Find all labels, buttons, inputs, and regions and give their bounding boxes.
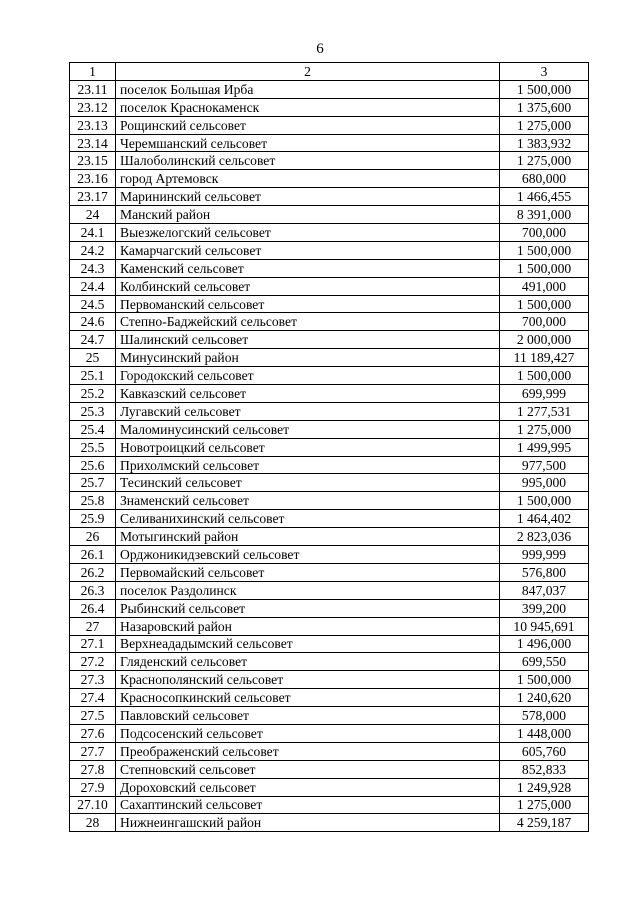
table-row — [70, 420, 589, 438]
row-number-cell: 24.4 — [70, 277, 116, 295]
table-row — [70, 742, 589, 760]
table-row — [70, 456, 589, 474]
row-name-cell: Гляденский сельсовет — [116, 653, 500, 671]
row-number-cell: 25.5 — [70, 438, 116, 456]
row-amount-cell: 1 496,000 — [500, 635, 589, 653]
table-row — [70, 188, 589, 206]
row-name-cell: поселок Краснокаменск — [116, 98, 500, 116]
row-amount-cell: 1 499,995 — [500, 438, 589, 456]
row-amount-cell: 4 259,187 — [500, 814, 589, 832]
table-row — [70, 689, 589, 707]
row-number-cell: 26.4 — [70, 599, 116, 617]
column-header-number: 1 — [70, 63, 116, 81]
table-row — [70, 724, 589, 742]
row-amount-cell: 1 500,000 — [500, 241, 589, 259]
row-number-cell: 27.5 — [70, 707, 116, 725]
row-name-cell: Нижнеингашский район — [116, 814, 500, 832]
table-row — [70, 653, 589, 671]
row-number-cell: 25.1 — [70, 367, 116, 385]
row-name-cell: Подсосенский сельсовет — [116, 724, 500, 742]
table-row — [70, 599, 589, 617]
row-name-cell: Новотроицкий сельсовет — [116, 438, 500, 456]
row-amount-cell: 852,833 — [500, 760, 589, 778]
row-number-cell: 26.3 — [70, 581, 116, 599]
row-name-cell: Сахаптинский сельсовет — [116, 796, 500, 814]
row-amount-cell: 605,760 — [500, 742, 589, 760]
row-number-cell: 23.16 — [70, 170, 116, 188]
table-row — [70, 492, 589, 510]
row-number-cell: 27.2 — [70, 653, 116, 671]
row-amount-cell: 1 275,000 — [500, 152, 589, 170]
row-name-cell: Минусинский район — [116, 349, 500, 367]
row-number-cell: 25.6 — [70, 456, 116, 474]
row-name-cell: Марининский сельсовет — [116, 188, 500, 206]
table-row — [70, 385, 589, 403]
row-amount-cell: 1 277,531 — [500, 402, 589, 420]
row-amount-cell: 847,037 — [500, 581, 589, 599]
row-number-cell: 25.2 — [70, 385, 116, 403]
row-amount-cell: 1 500,000 — [500, 295, 589, 313]
row-number-cell: 27.1 — [70, 635, 116, 653]
row-amount-cell: 1 249,928 — [500, 778, 589, 796]
row-number-cell: 24.1 — [70, 224, 116, 242]
row-amount-cell: 1 275,000 — [500, 796, 589, 814]
row-name-cell: Шалинский сельсовет — [116, 331, 500, 349]
row-name-cell: Тесинский сельсовет — [116, 474, 500, 492]
row-name-cell: Рощинский сельсовет — [116, 116, 500, 134]
row-amount-cell: 680,000 — [500, 170, 589, 188]
table-row — [70, 277, 589, 295]
row-number-cell: 28 — [70, 814, 116, 832]
row-name-cell: Камарчагский сельсовет — [116, 241, 500, 259]
row-number-cell: 23.14 — [70, 134, 116, 152]
row-number-cell: 27 — [70, 617, 116, 635]
row-name-cell: Орджоникидзевский сельсовет — [116, 546, 500, 564]
row-amount-cell: 2 000,000 — [500, 331, 589, 349]
row-number-cell: 24.2 — [70, 241, 116, 259]
row-number-cell: 25.4 — [70, 420, 116, 438]
row-name-cell: Шалоболинский сельсовет — [116, 152, 500, 170]
row-amount-cell: 1 240,620 — [500, 689, 589, 707]
row-name-cell: поселок Раздолинск — [116, 581, 500, 599]
row-number-cell: 26 — [70, 528, 116, 546]
row-name-cell: Дороховский сельсовет — [116, 778, 500, 796]
table-row — [70, 510, 589, 528]
row-amount-cell: 1 500,000 — [500, 259, 589, 277]
row-amount-cell: 1 464,402 — [500, 510, 589, 528]
row-amount-cell: 699,999 — [500, 385, 589, 403]
table-row — [70, 224, 589, 242]
row-number-cell: 24.6 — [70, 313, 116, 331]
row-name-cell: Городокский сельсовет — [116, 367, 500, 385]
page-number: 6 — [316, 41, 324, 57]
row-amount-cell: 10 945,691 — [500, 617, 589, 635]
row-amount-cell: 1 466,455 — [500, 188, 589, 206]
row-amount-cell: 576,800 — [500, 563, 589, 581]
table-row — [70, 796, 589, 814]
row-number-cell: 25.7 — [70, 474, 116, 492]
row-name-cell: Черемшанский сельсовет — [116, 134, 500, 152]
row-amount-cell: 1 500,000 — [500, 367, 589, 385]
row-amount-cell: 999,999 — [500, 546, 589, 564]
row-name-cell: Лугавский сельсовет — [116, 402, 500, 420]
row-number-cell: 23.13 — [70, 116, 116, 134]
table-row — [70, 367, 589, 385]
row-name-cell: Первоманский сельсовет — [116, 295, 500, 313]
table-row — [70, 635, 589, 653]
row-amount-cell: 1 500,000 — [500, 492, 589, 510]
row-amount-cell: 977,500 — [500, 456, 589, 474]
row-name-cell: Выезжелогский сельсовет — [116, 224, 500, 242]
table-row — [70, 349, 589, 367]
table-row — [70, 528, 589, 546]
row-number-cell: 25.8 — [70, 492, 116, 510]
row-number-cell: 25 — [70, 349, 116, 367]
table-row — [70, 814, 589, 832]
table-row — [70, 313, 589, 331]
row-amount-cell: 1 500,000 — [500, 80, 589, 98]
row-name-cell: Маломинусинский сельсовет — [116, 420, 500, 438]
row-amount-cell: 700,000 — [500, 313, 589, 331]
row-amount-cell: 399,200 — [500, 599, 589, 617]
row-number-cell: 24.7 — [70, 331, 116, 349]
row-name-cell: Верхнеададымский сельсовет — [116, 635, 500, 653]
row-amount-cell: 699,550 — [500, 653, 589, 671]
row-number-cell: 26.2 — [70, 563, 116, 581]
row-name-cell: Знаменский сельсовет — [116, 492, 500, 510]
table-row — [70, 116, 589, 134]
row-amount-cell: 8 391,000 — [500, 206, 589, 224]
row-number-cell: 27.3 — [70, 671, 116, 689]
table-row — [70, 438, 589, 456]
row-name-cell: Селиванихинский сельсовет — [116, 510, 500, 528]
row-number-cell: 24 — [70, 206, 116, 224]
row-name-cell: Рыбинский сельсовет — [116, 599, 500, 617]
row-amount-cell: 1 275,000 — [500, 116, 589, 134]
row-name-cell: Степновский сельсовет — [116, 760, 500, 778]
row-number-cell: 27.6 — [70, 724, 116, 742]
row-number-cell: 27.8 — [70, 760, 116, 778]
row-amount-cell: 2 823,036 — [500, 528, 589, 546]
table-header-row — [70, 63, 589, 81]
table-row — [70, 170, 589, 188]
table-row — [70, 134, 589, 152]
row-name-cell: Каменский сельсовет — [116, 259, 500, 277]
table-row — [70, 563, 589, 581]
row-amount-cell: 1 375,600 — [500, 98, 589, 116]
row-name-cell: Назаровский район — [116, 617, 500, 635]
table-row — [70, 671, 589, 689]
table-row — [70, 581, 589, 599]
row-number-cell: 23.11 — [70, 80, 116, 98]
row-name-cell: Красносопкинский сельсовет — [116, 689, 500, 707]
row-number-cell: 24.3 — [70, 259, 116, 277]
row-number-cell: 27.9 — [70, 778, 116, 796]
row-amount-cell: 1 383,932 — [500, 134, 589, 152]
table-row — [70, 152, 589, 170]
column-header-amount: 3 — [500, 63, 589, 81]
row-name-cell: город Артемовск — [116, 170, 500, 188]
row-number-cell: 27.7 — [70, 742, 116, 760]
allocation-table — [69, 62, 589, 832]
row-name-cell: Преображенский сельсовет — [116, 742, 500, 760]
table-row — [70, 474, 589, 492]
row-name-cell: поселок Большая Ирба — [116, 80, 500, 98]
row-name-cell: Прихолмский сельсовет — [116, 456, 500, 474]
row-name-cell: Степно-Баджейский сельсовет — [116, 313, 500, 331]
table-row — [70, 402, 589, 420]
row-amount-cell: 995,000 — [500, 474, 589, 492]
table-row — [70, 241, 589, 259]
row-number-cell: 27.4 — [70, 689, 116, 707]
table-row — [70, 760, 589, 778]
table-row — [70, 617, 589, 635]
row-amount-cell: 1 500,000 — [500, 671, 589, 689]
table-row — [70, 206, 589, 224]
row-name-cell: Колбинский сельсовет — [116, 277, 500, 295]
row-number-cell: 23.17 — [70, 188, 116, 206]
row-name-cell: Первомайский сельсовет — [116, 563, 500, 581]
table-row — [70, 331, 589, 349]
row-number-cell: 25.3 — [70, 402, 116, 420]
row-amount-cell: 1 448,000 — [500, 724, 589, 742]
row-amount-cell: 1 275,000 — [500, 420, 589, 438]
row-number-cell: 25.9 — [70, 510, 116, 528]
row-number-cell: 27.10 — [70, 796, 116, 814]
row-amount-cell: 578,000 — [500, 707, 589, 725]
row-name-cell: Павловский сельсовет — [116, 707, 500, 725]
row-name-cell: Кавказский сельсовет — [116, 385, 500, 403]
table-row — [70, 546, 589, 564]
column-header-name: 2 — [116, 63, 500, 81]
row-amount-cell: 11 189,427 — [500, 349, 589, 367]
row-name-cell: Мотыгинский район — [116, 528, 500, 546]
row-amount-cell: 491,000 — [500, 277, 589, 295]
row-number-cell: 26.1 — [70, 546, 116, 564]
table-row — [70, 80, 589, 98]
table-row — [70, 295, 589, 313]
row-name-cell: Краснополянский сельсовет — [116, 671, 500, 689]
row-number-cell: 23.15 — [70, 152, 116, 170]
table-row — [70, 98, 589, 116]
table-row — [70, 259, 589, 277]
row-amount-cell: 700,000 — [500, 224, 589, 242]
row-number-cell: 24.5 — [70, 295, 116, 313]
table-row — [70, 778, 589, 796]
row-number-cell: 23.12 — [70, 98, 116, 116]
table-row — [70, 707, 589, 725]
row-name-cell: Манский район — [116, 206, 500, 224]
